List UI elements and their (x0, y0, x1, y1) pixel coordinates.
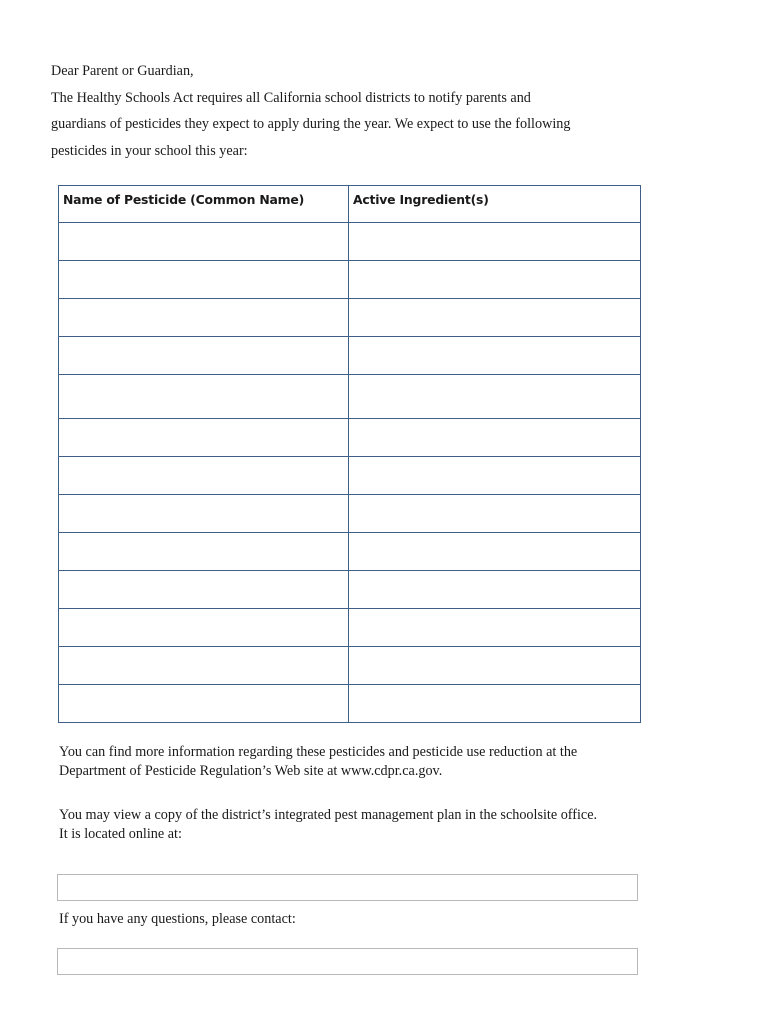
pesticide-name-cell[interactable] (59, 223, 349, 261)
dpr-info-line-2: Department of Pesticide Regulation’s Web site at www.cdpr.ca.gov. (59, 762, 443, 779)
intro-line-1: The Healthy Schools Act requires all California school districts to notify parents and (51, 89, 531, 106)
active-ingredient-cell[interactable] (349, 261, 641, 299)
active-ingredient-cell[interactable] (349, 647, 641, 685)
pesticide-name-cell[interactable] (59, 419, 349, 457)
ipm-url-field[interactable] (57, 874, 638, 901)
table-row (59, 419, 641, 457)
contact-field[interactable] (57, 948, 638, 975)
pesticide-name-cell[interactable] (59, 609, 349, 647)
dpr-info-line-1: You can find more information regarding these pesticides and pesticide use reduction at the (59, 744, 578, 760)
active-ingredient-cell[interactable] (349, 685, 641, 723)
active-ingredient-cell[interactable] (349, 495, 641, 533)
table-header-row (59, 186, 641, 223)
pesticide-name-cell[interactable] (59, 533, 349, 571)
pesticide-name-cell[interactable] (59, 375, 349, 419)
ipm-info (59, 806, 699, 843)
table-row (59, 533, 641, 571)
table-row (59, 495, 641, 533)
table-row (59, 685, 641, 723)
active-ingredient-cell[interactable] (349, 419, 641, 457)
table-row (59, 609, 641, 647)
ipm-info-line-1: You may view a copy of the district’s integrated pest management plan in the schoolsite office. (59, 807, 598, 823)
pesticide-name-cell[interactable] (59, 495, 349, 533)
letter-intro (51, 58, 691, 164)
salutation: Dear Parent or Guardian, (51, 63, 194, 79)
pesticide-name-cell[interactable] (59, 457, 349, 495)
table-row (59, 223, 641, 261)
intro-line-3: pesticides in your school this year: (51, 142, 248, 159)
table-row (59, 337, 641, 375)
table-row (59, 457, 641, 495)
table-row (59, 299, 641, 337)
table-row (59, 647, 641, 685)
table-row (59, 261, 641, 299)
column-header-active-ingredients: Active Ingredient(s) (349, 186, 641, 223)
column-header-pesticide-name: Name of Pesticide (Common Name) (59, 186, 349, 223)
active-ingredient-cell[interactable] (349, 571, 641, 609)
pesticide-name-cell[interactable] (59, 261, 349, 299)
pesticide-table (58, 185, 641, 723)
contact-label: If you have any questions, please contact: (59, 911, 296, 927)
contact-info (59, 910, 699, 929)
active-ingredient-cell[interactable] (349, 609, 641, 647)
table-row (59, 571, 641, 609)
dpr-info (59, 743, 699, 780)
intro-line-2: guardians of pesticides they expect to apply during the year. We expect to use the following (51, 116, 571, 132)
pesticide-name-cell[interactable] (59, 299, 349, 337)
pesticide-name-cell[interactable] (59, 647, 349, 685)
pesticide-name-cell[interactable] (59, 685, 349, 723)
active-ingredient-cell[interactable] (349, 223, 641, 261)
table-row (59, 375, 641, 419)
active-ingredient-cell[interactable] (349, 375, 641, 419)
active-ingredient-cell[interactable] (349, 337, 641, 375)
pesticide-name-cell[interactable] (59, 337, 349, 375)
pesticide-name-cell[interactable] (59, 571, 349, 609)
active-ingredient-cell[interactable] (349, 533, 641, 571)
ipm-info-line-2: It is located online at: (59, 825, 182, 842)
active-ingredient-cell[interactable] (349, 299, 641, 337)
active-ingredient-cell[interactable] (349, 457, 641, 495)
